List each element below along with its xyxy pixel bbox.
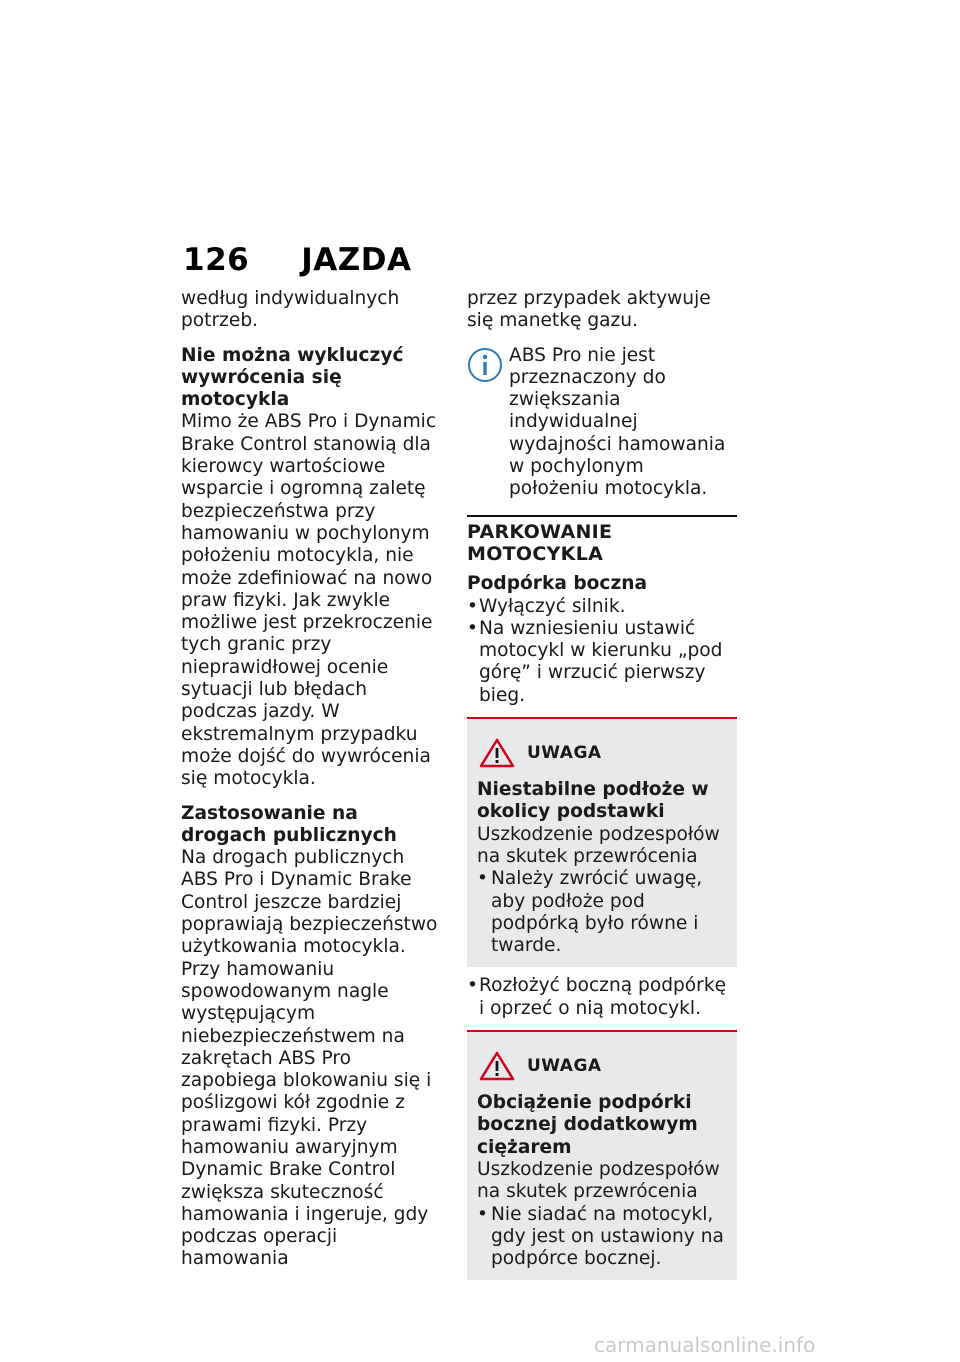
bullet-icon: • xyxy=(467,975,478,997)
list-item xyxy=(477,868,727,957)
bullet-icon: • xyxy=(477,868,488,890)
bullet-text: Rozłożyć boczną podpórkę i oprzeć o nią motocykl. xyxy=(479,975,727,1019)
heading-tip-over: Nie można wykluczyć wywrócenia się motocykla xyxy=(181,344,404,411)
right-column xyxy=(467,288,737,1280)
bullet-text: Nie siadać na motocykl, gdy jest on ustawiony na podpórce bocznej. xyxy=(491,1203,724,1270)
info-text: ABS Pro nie jest przeznaczony do zwiększania indywidualnej wydajności hamowania w pochylonym położeniu motocykla. xyxy=(509,344,726,500)
list-item xyxy=(467,618,737,707)
heading-public-roads: Zastosowanie na drogach publicznych xyxy=(181,802,397,846)
warning-triangle-icon xyxy=(479,738,515,768)
warning-title: Niestabilne podłoże w okolicy podstawki xyxy=(477,779,709,823)
warning-triangle-icon xyxy=(479,1051,515,1081)
page-header xyxy=(183,242,411,278)
watermark: carmanualsonline.info xyxy=(594,1333,816,1357)
bullet-icon: • xyxy=(477,1203,488,1225)
bullet-text: Na wzniesieniu ustawić motocykl w kierunku „pod górę” i wrzucić pierwszy bieg. xyxy=(479,617,723,706)
bullet-text: Wyłączyć silnik. xyxy=(479,595,626,617)
warning-label: UWAGA xyxy=(527,1055,602,1076)
bullet-text: Należy zwrócić uwagę, aby podłoże pod podpórką było równe i twarde. xyxy=(491,868,703,957)
info-note xyxy=(467,345,737,501)
warning-description: Uszkodzenie podzespołów na skutek przewrócenia xyxy=(477,1158,720,1203)
warning-box-1 xyxy=(467,717,737,967)
paragraph-public-roads: Na drogach publicznych ABS Pro i Dynamic Brake Control jeszcze bardziej poprawiają bezpieczeństwo użytkowania motocykla. Przy hamowaniu spowodowanym nagle występującym niebezpieczeństwem na zakrętach ABS Pro zapobiega blokowaniu się i poślizgowi kół zgodnie z prawami fizyki. Przy hamowaniu awaryjnym Dynamic Brake Control zwiększa skuteczność hamowania i ingeruje, gdy podczas operacji hamowania xyxy=(181,847,438,1270)
section-title-parking: PARKOWANIE MOTOCYKLA xyxy=(467,515,737,566)
warning-title: Obciążenie podpórki bocznej dodatkowym ciężarem xyxy=(477,1092,698,1158)
warning-description: Uszkodzenie podzespołów na skutek przewrócenia xyxy=(477,823,720,867)
list-item xyxy=(467,596,737,618)
bullet-icon: • xyxy=(467,617,478,639)
list-item xyxy=(467,975,737,1020)
continuation-text: przez przypadek aktywuje się manetkę gazu. xyxy=(467,288,711,332)
warning-box-2 xyxy=(467,1030,737,1280)
subheading-side-stand: Podpórka boczna xyxy=(467,573,648,595)
intro-text: według indywidualnych potrzeb. xyxy=(181,288,400,332)
list-item xyxy=(477,1204,727,1271)
paragraph-tip-over: Mimo że ABS Pro i Dynamic Brake Control stanowią dla kierowcy wartościowe wsparcie i ogromną zaletę bezpieczeństwa przy hamowaniu w pochylonym położeniu motocykla, nie może zdefiniować na nowo praw fizyki. Jak zwykle możliwe jest przekroczenie tych granic przy nieprawidłowej ocenie sytuacji lub błędach podczas jazdy. W ekstremalnym przypadku może dojść do wywrócenia się motocykla. xyxy=(181,411,437,790)
bullet-icon: • xyxy=(467,595,478,617)
page-number: 126 xyxy=(183,242,250,278)
left-column xyxy=(181,288,447,1271)
section-title: JAZDA xyxy=(301,242,412,278)
warning-label: UWAGA xyxy=(527,742,602,763)
info-icon xyxy=(467,347,503,383)
